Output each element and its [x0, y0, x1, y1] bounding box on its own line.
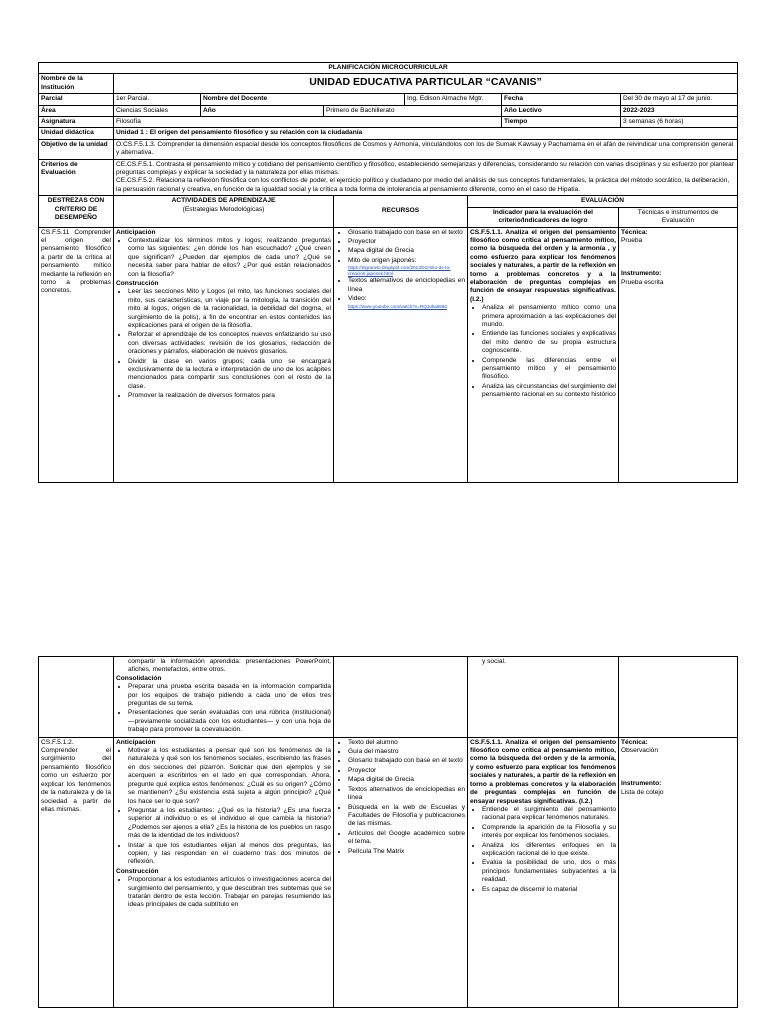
tiempo-value: 3 semanas (6 horas) [621, 117, 738, 128]
actividades-cell [114, 737, 334, 1007]
list-item: • Proyector [348, 238, 465, 246]
indicador-cell [468, 657, 619, 738]
criterios-value [114, 159, 738, 196]
lectivo-value: 2022-2023 [621, 105, 738, 116]
consolidacion-heading: Consolidación [116, 674, 162, 682]
instrumento-label: Instrumento: [621, 780, 662, 788]
recursos-cell [334, 737, 468, 1007]
recurso-text: Mito de origen japonés: [348, 256, 417, 264]
criterio-2: CE.CS.F.5.2. Relaciona la reflexión filosófica con los conflictos de poder, el ejercicio político y ciudadano por medio del análisis de sus conceptos fundamentales, la práctica del método socrático, la deliberación, la persuasión racional y creativa, en función de la igualdad social y la crítica a toda forma de intolerancia al pensamiento diferente, como en el caso de Hipatia. [116, 177, 730, 193]
unidad-value: Unidad 1 : El origen del pensamiento filosófico y su relación con la ciudadanía [114, 128, 738, 139]
doc-title: PLANIFICACIÓN MICROCURRICULAR [39, 63, 738, 74]
video-link[interactable]: https://www.youtube.com/watch?v=RQJuba6560 [348, 303, 447, 309]
list-item: • Búsqueda en la web de Escuelas y Facultades de Filosofía y publicaciones de las mismas. [348, 804, 465, 829]
planning-table-1 [38, 195, 738, 482]
mito-link[interactable]: https://elgranelo.blogspot.com/2013/01/mito-de-la-creacion-japones.html [348, 265, 451, 276]
list-item: • Glosario trabajado con base en el texto [348, 757, 465, 765]
list-item [348, 295, 465, 309]
destreza-cell: CS.F.5.11 Comprender el origen del pensamiento filosófico a partir de la crítica al pensamiento mítico mediante la reflexión en torno a problemas concretos. [39, 227, 114, 482]
col-tecnicas-header: Técnicas e instrumentos de Evaluación [619, 207, 738, 227]
list-item: • Mapa digital de Grecia [348, 776, 465, 784]
list-item: • Analiza las circunstancias del surgimiento del pensamiento racional en su contexto histórico [482, 383, 616, 400]
ano-label: Año [201, 105, 324, 116]
indicador-heading: CS.F.5.1.1. Analiza el origen del pensamiento filosófico como crítica al pensamiento mítico, como la búsqueda del orden y de la armonía, y como esfuerzo para explicar los fenómenos sociales y naturales, a partir de la reflexión en torno a problemas concretos y la elaboración de preguntas complejas en función de ensayar respuestas significativas. (I.2.) [470, 738, 616, 805]
tecnica-value: Prueba [621, 236, 643, 244]
tiempo-label: Tiempo [502, 117, 621, 128]
col-evaluacion-header: EVALUACIÓN [468, 196, 738, 207]
list-item: • Entiende las funciones sociales y explicativas del mito dentro de su propia estructura cognoscente. [482, 330, 616, 355]
tecnicas-cell [619, 737, 738, 1007]
area-value: Ciencias Sociales [114, 105, 201, 116]
fecha-label: Fecha [502, 94, 621, 105]
anticipacion-list [116, 747, 331, 867]
actividades-title: ACTIVIDADES DE APRENDIZAJE [171, 197, 276, 205]
destreza-cell [39, 657, 114, 738]
col-actividades-header [114, 196, 334, 227]
tecnica-value: Observación [621, 747, 659, 755]
recursos-list [336, 739, 465, 856]
criterio-1: CE.CS.F.5.1. Contrasta el pensamiento mítico y cotidiano del pensamiento científico y filosófico, estableciendo semejanzas y diferencias, considerando su relación con varias disciplinas y su esfuerzo por plantear preguntas complejas y explicar la sociedad y la naturaleza por ellas mismas. [116, 160, 734, 177]
indicador-cell [468, 737, 619, 1007]
recurso-text: Video: [348, 295, 367, 303]
list-item: • Preguntar a los estudiantes: ¿Qué es la historia? ¿Es una fuerza superior al individuo o es el individuo el que cambia la historia? ¿Podemos ser ajenos a ella? ¿Es la historia de los pueblos un rasgo más de la identidad de los individuos? [128, 807, 331, 841]
instrumento-value: Prueba escrita [621, 278, 664, 286]
indicador-heading: CS.F.5.1.1. Analiza el origen del pensamiento filosófico como crítica al pensamiento mítico, como la búsqueda del orden y la armonía , y como esfuerzo para explicar los fenómenos sociales y naturales, a partir de la reflexión en torno a problemas concretos y a la elaboración de preguntas complejas en función de ensayar respuestas significativas. (I.2.) [470, 228, 616, 303]
continuation-text: compartir la información aprendida: presentaciones PowerPoint, afiches, mentefactos, entre otros. [128, 658, 331, 674]
lectivo-label: Año Lectivo [502, 105, 621, 116]
inst-value: UNIDAD EDUCATIVA PARTICULAR “CAVANIS” [114, 74, 738, 94]
anticipacion-heading: Anticipación [116, 228, 156, 236]
parcial-value: 1er Parcial. [114, 94, 201, 105]
objetivo-value: O.CS.F.5.1.3. Comprender la dimensión espacial desde los conceptos filosóficos de Cosmos y Armonía, vinculándolos con los de Sumak Kawsay y Pachamama en el afán de reivindicar una comprensión general y alternativa. [114, 139, 738, 159]
list-item: • Contextualizar los términos mitos y logos; realizando preguntas como las siguientes: ¿en dónde los han escuchado? ¿Qué creen que significan? ¿Pueden dar ejemplos de cada uno? ¿Qué se necesita saber para hablar de ellos? ¿Por qué están relacionados con la filosofía? [128, 237, 331, 279]
tecnica-label: Técnica: [621, 228, 648, 236]
criterios-label: Criterios de Evaluación [39, 159, 114, 196]
page-1 [38, 62, 737, 483]
objetivo-label: Objetivo de la unidad [39, 139, 114, 159]
indicador-list [470, 304, 616, 399]
list-item: • Proyector [348, 767, 465, 775]
list-item: • Analiza los diferentes enfoques en la explicación racional de lo que existe. [482, 842, 616, 859]
tecnicas-cell [619, 227, 738, 482]
list-item: • Es capaz de discernir lo material [482, 886, 616, 894]
actividades-subtitle: (Estrategias Metodológicas) [182, 205, 265, 213]
recursos-cell [334, 657, 468, 738]
list-item: • Guía del maestro [348, 748, 465, 756]
list-item: • Comprende las diferencias entre el pensamiento mítico y el pensamiento filosófico. [482, 357, 616, 382]
col-destrezas-header: DESTREZAS CON CRITERIO DE DESEMPEÑO [39, 196, 114, 227]
list-item: • Presentaciones que serán evaluadas con una rúbrica (institucional) —previamente socializada con los estudiantes— y con una hoja de trabajo para promover la coevaluación. [128, 709, 331, 734]
list-item: • Entiende el surgimiento del pensamiento racional para explicar fenómenos naturales. [482, 806, 616, 823]
asignatura-value: Filosofía [114, 117, 502, 128]
list-item: • Leer las secciones Mito y Logos (el mito, las funciones sociales del mito, sus características, un viaje por la mitología, la transición del mito al logos, origen de la racionalidad, la debilidad del dogma, el surgimiento de la polis), a fin de encontrar en estos contenidos las explicaciones para el origen de la filosofía. [128, 288, 331, 330]
indicador-list [470, 806, 616, 894]
tecnica-label: Técnica: [621, 738, 648, 746]
inst-label: Nombre de la Institución [39, 74, 114, 94]
list-item: • Promover la realización de diversos formatos para [128, 392, 331, 400]
list-item [348, 257, 465, 277]
list-item: • Evalúa la posibilidad de uno, dos o más principios fundamentales subyacentes a la realidad. [482, 859, 616, 884]
tecnicas-cell [619, 657, 738, 738]
unidad-label: Unidad didáctica [39, 128, 114, 139]
planning-table-2 [38, 656, 738, 1008]
parcial-label: Parcial [39, 94, 114, 105]
page-2 [38, 656, 737, 1008]
construccion-list [116, 288, 331, 400]
anticipacion-heading: Anticipación [116, 738, 156, 746]
indicador-cell [468, 227, 619, 482]
list-item: • Proporcionar a los estudiantes artículos o investigaciones acerca del surgimiento del pensamiento, y que descubran tres subtemas que se tratarán dentro de esta lección. Trabajar en parejas resumiendo las ideas principales de cada subtítulo en [128, 876, 331, 910]
instrumento-label: Instrumento: [621, 270, 662, 278]
continuation-text: y social. [482, 658, 506, 665]
destreza-cell: CS.F.5.1.2. Comprender el surgimiento del pensamiento filosófico como un esfuerzo por explicar los fenómenos de la naturaleza y de la sociedad a partir de ellas mismas. [39, 737, 114, 1007]
ano-value: Primero de Bachillerato [324, 105, 502, 116]
list-item: • Comprende la aparición de la Filosofía y su interés por explicar los fenómenos sociales. [482, 824, 616, 841]
actividades-cell [114, 657, 334, 738]
list-item: • Motivar a los estudiantes a pensar qué son los fenómenos de la naturaleza y qué son los fenómenos sociales, escribiendo las frases en dos secciones del pizarrón. Solicitar que den ejemplos y se acerquen a escribirlos en el lado en que correspondan. Ahora, pregunte qué explica estos fenómenos: ¿Cuál es su origen? ¿Cómo se mantienen? ¿Su existencia está sujeta a algún principio? ¿Qué los hace ser lo que son? [128, 747, 331, 806]
list-item: • Dividir la clase en varios grupos; cada uno se encargará exclusivamente de la lectura e interpretación de uno de los acápites mencionados para compartir sus conclusiones con el resto de la clase. [128, 358, 331, 392]
actividades-cell [114, 227, 334, 482]
fecha-value: Del 30 de mayo al 17 de junio. [621, 94, 738, 105]
construccion-list [116, 876, 331, 910]
header-table [38, 62, 738, 196]
list-item: • Preparar una prueba escrita basada en la información compartida por los equipos de trabajo pidiendo a cada uno de ellos tres preguntas de su tema. [128, 683, 331, 708]
construccion-heading: Construcción [116, 867, 159, 875]
construccion-heading: Construcción [116, 279, 159, 287]
docente-value: Ing. Edison Almache Mgtr. [405, 94, 502, 105]
list-item: • Mapa digital de Grecia [348, 247, 465, 255]
list-item: • Película The Matrix [348, 848, 465, 856]
list-item: • Glosario trabajado con base en el texto [348, 229, 465, 237]
consolidacion-list [116, 683, 331, 734]
recursos-cell [334, 227, 468, 482]
list-item: • Artículos del Google académico sobre el tema. [348, 830, 465, 847]
asignatura-label: Asignatura [39, 117, 114, 128]
list-item: • Reforzar el aprendizaje de los conceptos nuevos enfatizando su uso con diversas actividades: revisión de los glosarios, redacción de oraciones y párrafos, elaboración de nuevos glosarios. [128, 331, 331, 356]
instrumento-value: Lista de cotejo [621, 788, 664, 796]
list-item: • Textos alternativos de enciclopedias en línea [348, 786, 465, 803]
list-item: • Instar a que los estudiantes elijan al menos dos preguntas, las copien, y las respondan en el cuaderno tras dos minutos de reflexión. [128, 842, 331, 867]
list-item: • Texto del alumno [348, 739, 465, 747]
col-indicador-header: Indicador para la evaluación del criterio/Indicadores de logro [468, 207, 619, 227]
docente-label: Nombre del Docente [201, 94, 405, 105]
col-recursos-header: RECURSOS [334, 196, 468, 227]
area-label: Área [39, 105, 114, 116]
list-item: • Analiza el pensamiento mítico como una primera aproximación a las explicaciones del mundo. [482, 304, 616, 329]
recursos-list [336, 229, 465, 310]
list-item: • Textos alternativos de enciclopedias en línea [348, 277, 465, 294]
anticipacion-list [116, 237, 331, 279]
